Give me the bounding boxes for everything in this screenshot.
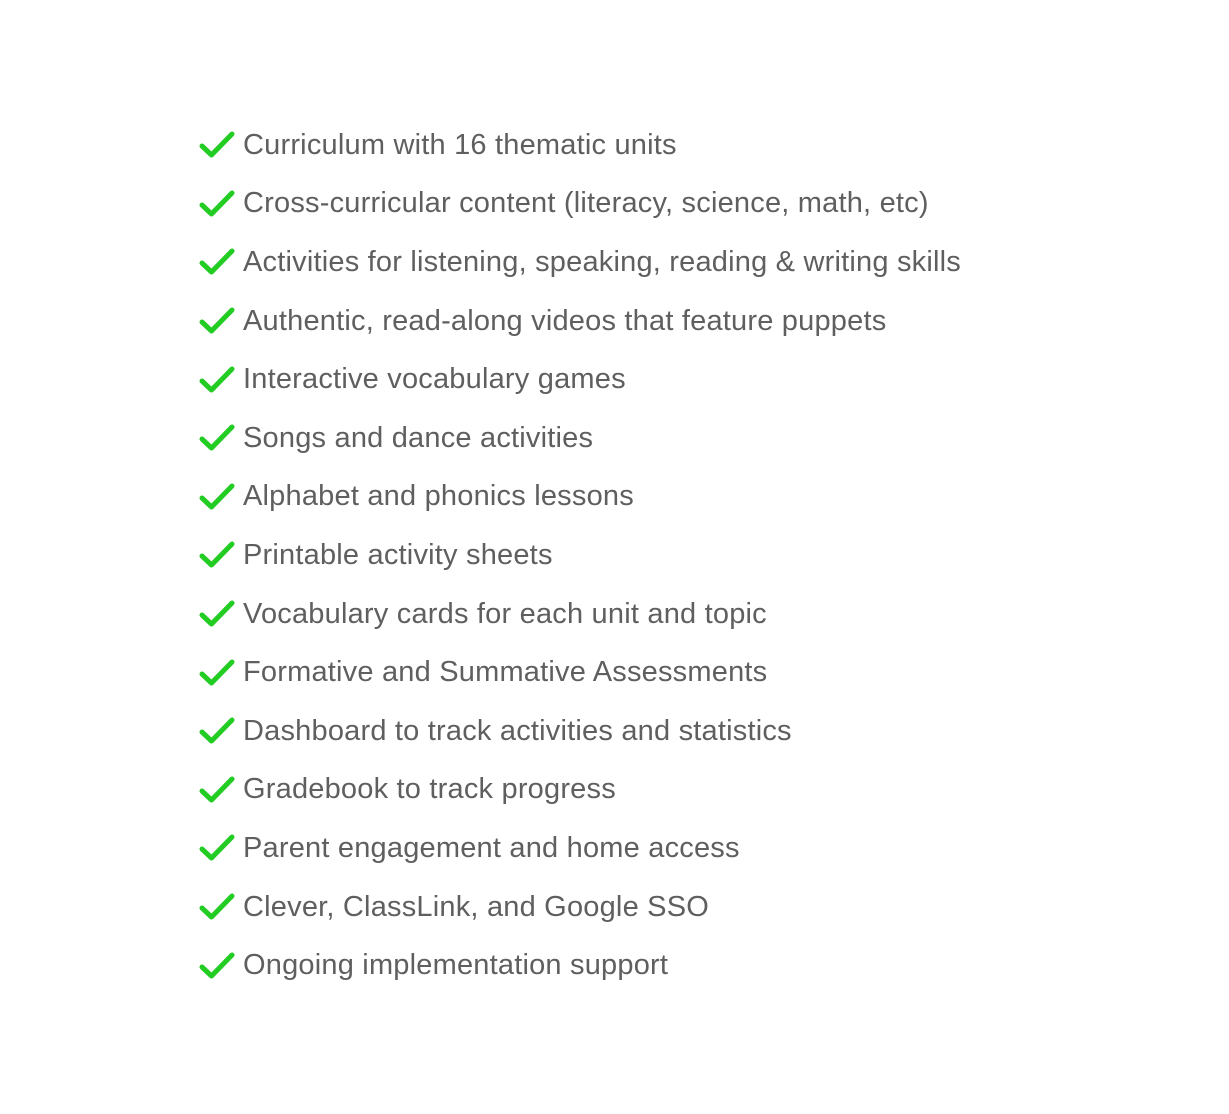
list-item <box>199 409 961 468</box>
list-item <box>199 175 961 234</box>
list-item <box>199 761 961 820</box>
checkmark-icon <box>199 306 235 336</box>
feature-label: Authentic, read-along videos that feature puppets <box>243 304 887 337</box>
feature-label: Vocabulary cards for each unit and topic <box>243 597 767 630</box>
feature-label: Songs and dance activities <box>243 421 594 454</box>
feature-label: Curriculum with 16 thematic units <box>243 128 677 161</box>
feature-label: Formative and Summative Assessments <box>243 656 768 689</box>
list-item <box>199 643 961 702</box>
feature-label: Alphabet and phonics lessons <box>243 480 634 513</box>
list-item <box>199 702 961 761</box>
checkmark-icon <box>199 423 235 453</box>
list-item <box>199 936 961 995</box>
feature-label: Interactive vocabulary games <box>243 363 626 396</box>
list-item <box>199 233 961 292</box>
checkmark-icon <box>199 833 235 863</box>
checkmark-icon <box>199 247 235 277</box>
checkmark-icon <box>199 599 235 629</box>
list-item <box>199 350 961 409</box>
checkmark-icon <box>199 189 235 219</box>
list-item <box>199 292 961 351</box>
list-item <box>199 468 961 527</box>
feature-label: Clever, ClassLink, and Google SSO <box>243 890 709 923</box>
checkmark-icon <box>199 951 235 981</box>
checkmark-icon <box>199 892 235 922</box>
list-item <box>199 116 961 175</box>
feature-label: Activities for listening, speaking, reading & writing skills <box>243 245 961 278</box>
checkmark-icon <box>199 130 235 160</box>
feature-label: Printable activity sheets <box>243 538 553 571</box>
feature-label: Gradebook to track progress <box>243 773 616 806</box>
feature-label: Parent engagement and home access <box>243 831 740 864</box>
checkmark-icon <box>199 775 235 805</box>
list-item <box>199 819 961 878</box>
feature-label: Cross-curricular content (literacy, science, math, etc) <box>243 187 929 220</box>
checkmark-icon <box>199 716 235 746</box>
feature-list <box>199 116 961 995</box>
feature-label: Dashboard to track activities and statistics <box>243 714 792 747</box>
checkmark-icon <box>199 482 235 512</box>
checkmark-icon <box>199 365 235 395</box>
feature-label: Ongoing implementation support <box>243 949 669 982</box>
list-item <box>199 585 961 644</box>
list-item <box>199 878 961 937</box>
checkmark-icon <box>199 540 235 570</box>
checkmark-icon <box>199 658 235 688</box>
list-item <box>199 526 961 585</box>
